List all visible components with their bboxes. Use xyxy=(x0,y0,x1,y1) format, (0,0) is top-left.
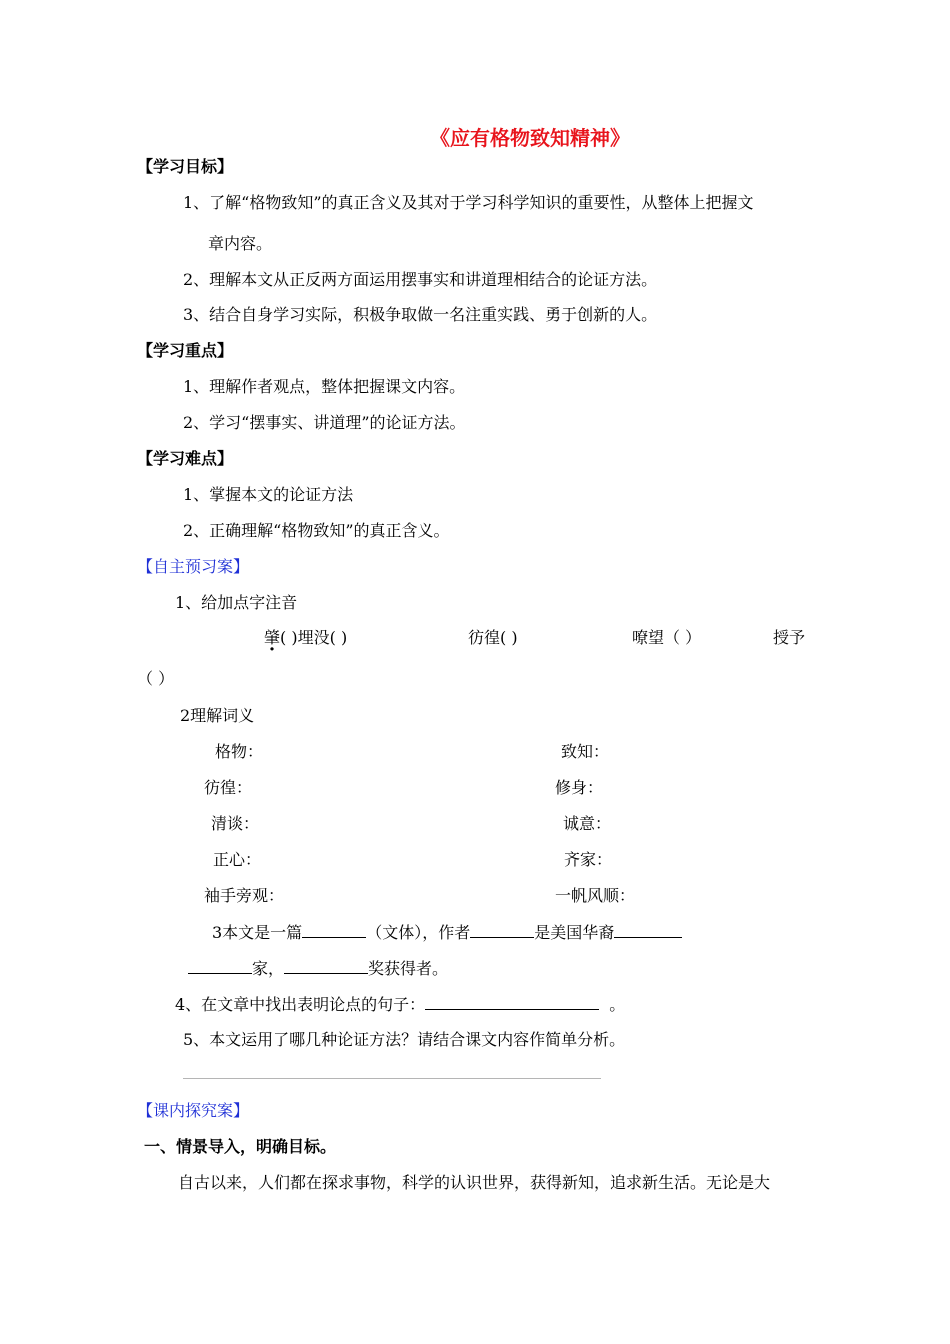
vocab-term: 正心： xyxy=(213,850,262,869)
pinyin-blank: （ ） xyxy=(137,669,175,688)
answer-blank[interactable] xyxy=(470,922,534,938)
pinyin-row xyxy=(632,628,701,648)
goals-header: 【学习目标】 xyxy=(137,157,234,176)
question-5: 5、本文运用了哪几种论证方法？请结合课文内容作简单分析。 xyxy=(183,1030,626,1049)
vocab-term: 格物： xyxy=(215,742,264,761)
goal-item: 3、结合自身学习实际，积极争取做一名注重实践、勇于创新的人。 xyxy=(183,305,658,324)
answer-blank[interactable] xyxy=(614,922,682,938)
goal-item: 章内容。 xyxy=(208,234,273,253)
dotted-word: 埋没 xyxy=(297,628,330,647)
vocab-term: 致知： xyxy=(561,742,610,761)
vocab-term: 修身： xyxy=(555,778,604,797)
answer-line[interactable] xyxy=(183,1078,601,1079)
answer-blank[interactable] xyxy=(284,958,368,974)
intro-paragraph: 自古以来，人们都在探求事物，科学的认识世界，获得新知，追求新生活。无论是大 xyxy=(178,1173,771,1192)
vocab-term: 清谈： xyxy=(211,814,260,833)
question-3: 3本文是一篇 （文体），作者 是美国华裔 xyxy=(212,922,682,943)
focus-item: 1、理解作者观点，整体把握课文内容。 xyxy=(183,377,466,396)
answer-blank[interactable] xyxy=(425,994,599,1010)
pinyin-row xyxy=(264,628,347,648)
pinyin-blank: ( ) xyxy=(500,628,518,647)
question-2: 2理解词义 xyxy=(180,706,255,725)
pinyin-blank: （ ） xyxy=(664,628,702,647)
answer-blank[interactable] xyxy=(302,922,366,938)
pinyin-blank: ( ) xyxy=(329,628,348,647)
pinyin-blank: ( ) xyxy=(280,628,298,647)
difficulty-header: 【学习难点】 xyxy=(137,449,234,468)
dotted-word: 彷徨 xyxy=(468,628,501,647)
focus-header: 【学习重点】 xyxy=(137,341,234,360)
vocab-term: 诚意： xyxy=(563,814,612,833)
vocab-term: 一帆风顺： xyxy=(555,886,636,905)
difficulty-item: 1、掌握本文的论证方法 xyxy=(183,485,354,504)
inquiry-header: 【课内探究案】 xyxy=(137,1101,250,1120)
dotted-word: 肇 xyxy=(264,628,281,647)
part-1-header: 一、情景导入，明确目标。 xyxy=(144,1137,337,1156)
vocab-term: 彷徨： xyxy=(204,778,253,797)
question-4: 4、在文章中找出表明论点的句子： 。 xyxy=(175,995,626,1014)
dotted-word: 嘹望 xyxy=(632,628,665,647)
difficulty-item: 2、正确理解“格物致知”的真正含义。 xyxy=(183,521,450,540)
answer-blank[interactable] xyxy=(188,958,252,974)
vocab-term: 齐家： xyxy=(564,850,613,869)
question-3-cont: 家， 奖获得者。 xyxy=(188,958,448,979)
preview-header: 【自主预习案】 xyxy=(137,557,250,576)
vocab-term: 袖手旁观： xyxy=(204,886,285,905)
goal-item: 2、理解本文从正反两方面运用摆事实和讲道理相结合的论证方法。 xyxy=(183,270,658,289)
pinyin-row xyxy=(468,628,518,648)
dotted-word: 授予 xyxy=(773,628,806,647)
goal-item: 1、了解“格物致知”的真正含义及其对于学习科学知识的重要性，从整体上把握文 xyxy=(183,193,754,212)
question-1: 1、给加点字注音 xyxy=(175,593,298,612)
page-title: 《应有格物致知精神》 xyxy=(430,126,630,150)
focus-item: 2、学习“摆事实、讲道理”的论证方法。 xyxy=(183,413,466,432)
